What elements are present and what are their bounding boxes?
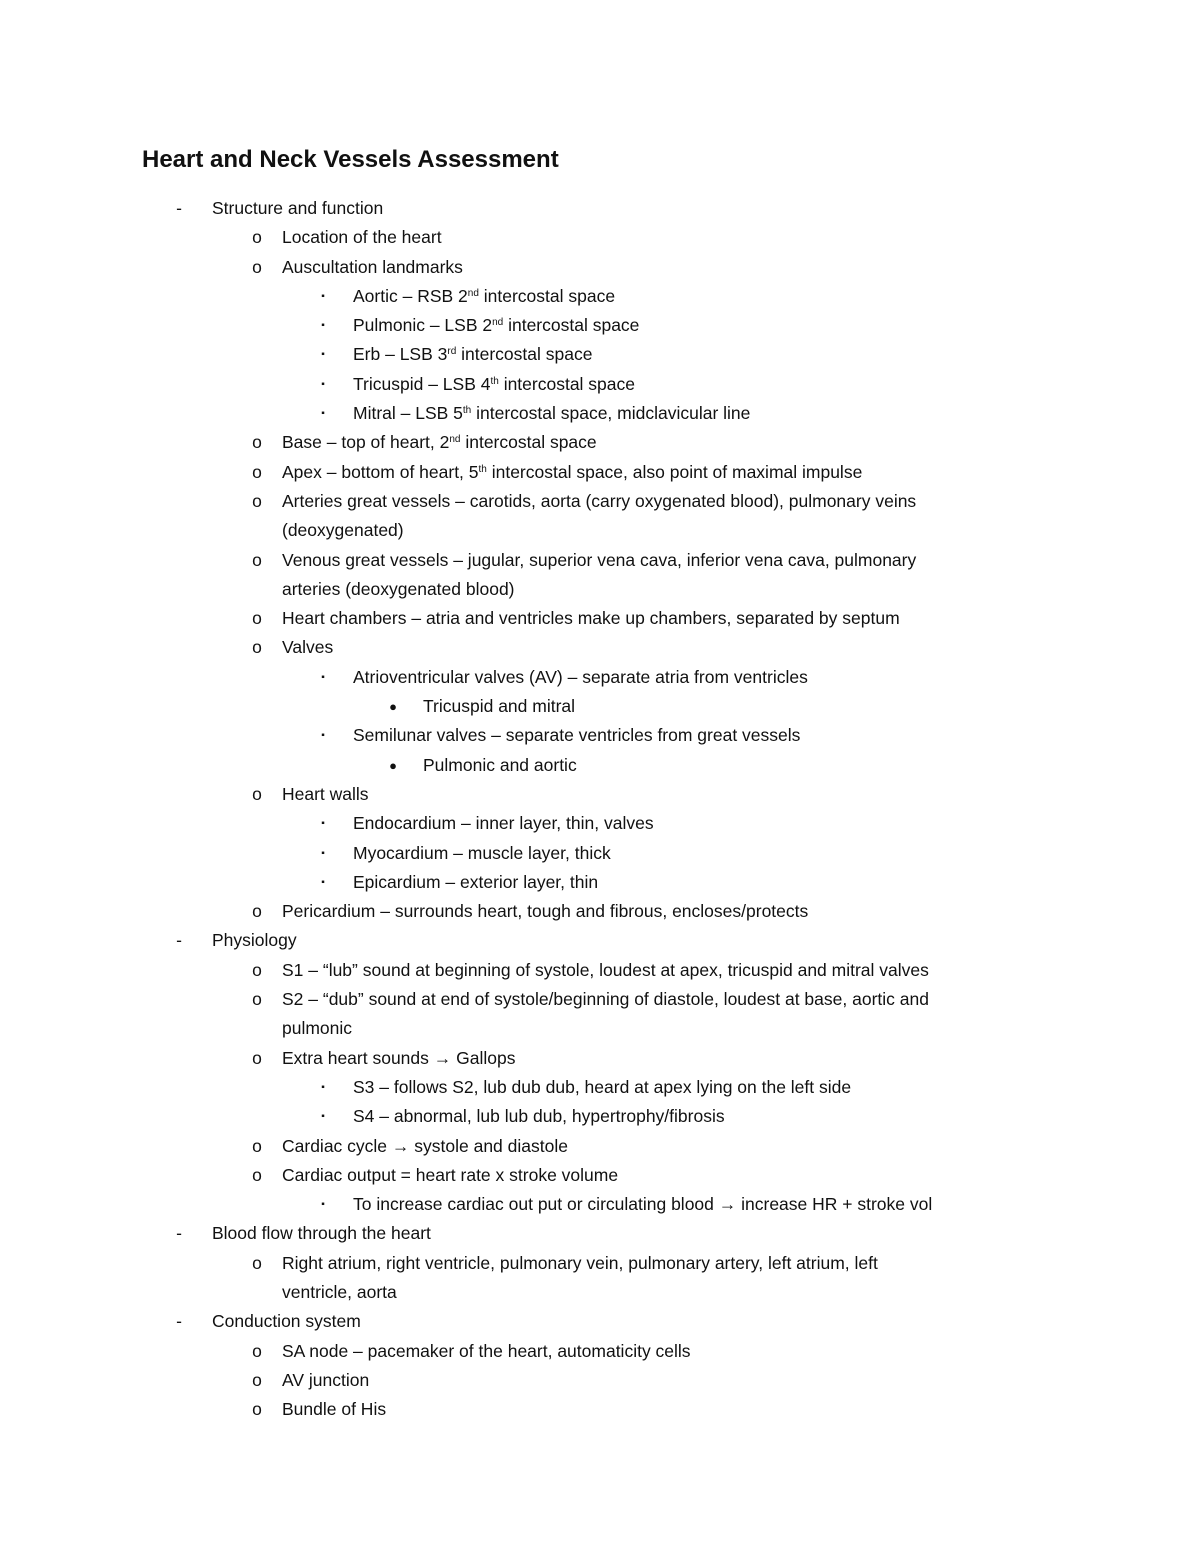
outline-text-continuation: intercostal space — [503, 315, 640, 336]
outline-text-main: Heart chambers – atria and ventricles make up chambers, separated by septum — [282, 608, 900, 629]
ordinal-suffix: nd — [467, 287, 479, 299]
outline-text-main: Tricuspid and mitral — [423, 696, 576, 717]
outline-item-text — [282, 516, 404, 545]
outline-text-main: Atrioventricular valves (AV) – separate atria from ventricles — [353, 666, 808, 687]
outline-item — [0, 604, 1200, 633]
outline-item — [0, 253, 1200, 282]
document-title: Heart and Neck Vessels Assessment — [142, 146, 559, 173]
outline-item — [0, 721, 1200, 750]
ordinal-suffix: th — [478, 463, 487, 475]
outline-item — [0, 223, 1200, 252]
outline-item-text — [282, 1044, 515, 1073]
circle-bullet-icon: o — [252, 959, 262, 980]
outline-item — [0, 1366, 1200, 1395]
circle-bullet-icon: o — [252, 227, 262, 248]
outline-item-text — [282, 1337, 691, 1366]
outline-item-text — [282, 897, 808, 926]
ordinal-suffix: th — [490, 375, 499, 387]
outline-item-text — [282, 1278, 397, 1307]
outline-item — [0, 1073, 1200, 1102]
outline-item-text — [353, 370, 635, 399]
dot-bullet-icon: ● — [389, 757, 397, 773]
outline-item-text — [353, 311, 639, 340]
outline-text-main: Pericardium – surrounds heart, tough and fibrous, encloses/protects — [282, 901, 809, 922]
outline-item — [0, 839, 1200, 868]
outline-item — [0, 1307, 1200, 1336]
square-bullet-icon: ▪ — [321, 730, 325, 742]
outline-item-text — [423, 692, 575, 721]
square-bullet-icon: ▪ — [321, 378, 325, 390]
outline-text-main: Myocardium – muscle layer, thick — [353, 842, 611, 863]
outline-text-main: Erb – LSB 3 — [353, 344, 448, 365]
outline-text-main: Structure and function — [212, 198, 384, 218]
outline-item-text — [353, 399, 750, 428]
outline-item-text — [353, 839, 611, 868]
outline-item — [0, 399, 1200, 428]
outline-item — [0, 575, 1200, 604]
outline-item — [0, 809, 1200, 838]
dash-bullet-icon: - — [176, 1311, 182, 1332]
outline-text-main: Cardiac cycle → systole and diastole — [282, 1135, 568, 1156]
square-bullet-icon: ▪ — [321, 818, 325, 830]
circle-bullet-icon: o — [252, 1369, 262, 1390]
outline-item-text — [282, 956, 929, 985]
circle-bullet-icon: o — [252, 637, 262, 658]
outline-item — [0, 868, 1200, 897]
outline-text-main: Right atrium, right ventricle, pulmonary vein, pulmonary artery, left atrium, left — [282, 1252, 878, 1273]
circle-bullet-icon: o — [252, 783, 262, 804]
outline-text-main: Aortic – RSB 2 — [353, 285, 468, 306]
outline-text-main: Epicardium – exterior layer, thin — [353, 871, 599, 892]
outline-item — [0, 1102, 1200, 1131]
outline-text-continuation: intercostal space, also point of maximal impulse — [486, 461, 863, 482]
outline-item-text — [282, 575, 515, 604]
square-bullet-icon: ▪ — [321, 671, 325, 683]
square-bullet-icon: ▪ — [321, 320, 325, 332]
outline-item-text — [353, 721, 800, 750]
outline-item — [0, 663, 1200, 692]
outline-text-main: Auscultation landmarks — [282, 256, 463, 277]
outline-item — [0, 897, 1200, 926]
outline-item-text — [282, 1132, 568, 1161]
outline-item — [0, 751, 1200, 780]
circle-bullet-icon: o — [252, 608, 262, 629]
outline-item — [0, 487, 1200, 516]
square-bullet-icon: ▪ — [321, 1199, 325, 1211]
outline-text-continuation: intercostal space — [478, 285, 616, 306]
outline-text-main: S1 – “lub” sound at beginning of systole, loudest at apex, tricuspid and mitral valves — [282, 959, 929, 980]
outline-item-text — [212, 1307, 361, 1336]
square-bullet-icon: ▪ — [321, 1081, 325, 1093]
outline-item-text — [212, 926, 297, 955]
dash-bullet-icon: - — [176, 198, 182, 218]
outline-item — [0, 311, 1200, 340]
outline-item — [0, 370, 1200, 399]
outline-item-text — [282, 780, 369, 809]
outline-item-text — [282, 1249, 878, 1278]
outline-item — [0, 458, 1200, 487]
ordinal-suffix: th — [462, 405, 472, 417]
outline-item-text — [282, 458, 862, 487]
outline-item-text — [282, 223, 442, 252]
outline-item — [0, 1219, 1200, 1248]
outline-item — [0, 546, 1200, 575]
outline-text-main: arteries (deoxygenated blood) — [282, 578, 515, 599]
circle-bullet-icon: o — [252, 549, 262, 570]
outline-text-main: S2 – “dub” sound at end of systole/beginning of diastole, loudest at base, aortic and — [282, 989, 929, 1010]
square-bullet-icon: ▪ — [321, 290, 325, 302]
outline-item — [0, 633, 1200, 662]
outline-text-main: SA node – pacemaker of the heart, automaticity cells — [282, 1340, 691, 1361]
outline-text-main: Cardiac output = heart rate x stroke volume — [282, 1164, 619, 1185]
outline-item — [0, 692, 1200, 721]
dot-bullet-icon: ● — [389, 699, 397, 715]
outline-item-text — [282, 428, 597, 457]
outline-text-main: Base – top of heart, 2 — [282, 432, 450, 453]
ordinal-suffix: nd — [492, 317, 504, 329]
outline-text-main: pulmonic — [282, 1018, 353, 1039]
outline-item-text — [423, 751, 577, 780]
outline-item-text — [353, 340, 592, 369]
square-bullet-icon: ▪ — [321, 349, 325, 361]
outline-text-main: Semilunar valves – separate ventricles from great vessels — [353, 725, 801, 746]
circle-bullet-icon: o — [252, 1164, 262, 1185]
outline-item-text — [282, 487, 916, 516]
outline-item — [0, 1014, 1200, 1043]
outline-item — [0, 1278, 1200, 1307]
outline-item-text — [282, 1366, 369, 1395]
outline-text-main: To increase cardiac out put or circulating blood → increase HR + stroke vol — [353, 1194, 933, 1215]
outline-item-text — [282, 1161, 618, 1190]
outline-item-text — [282, 546, 916, 575]
outline-text-main: Bundle of His — [282, 1399, 387, 1420]
outline-item — [0, 1044, 1200, 1073]
outline-text-main: Pulmonic – LSB 2 — [353, 315, 493, 336]
outline-item — [0, 1161, 1200, 1190]
circle-bullet-icon: o — [252, 256, 262, 277]
dash-bullet-icon: - — [176, 1223, 182, 1244]
outline-item-text — [353, 1102, 725, 1131]
outline-text-continuation: intercostal space, midclavicular line — [471, 403, 751, 424]
outline-item — [0, 1337, 1200, 1366]
outline-item-text — [353, 1190, 932, 1219]
outline-text-main: ventricle, aorta — [282, 1281, 397, 1302]
outline-item-text — [353, 809, 654, 838]
circle-bullet-icon: o — [252, 490, 262, 511]
outline-item — [0, 956, 1200, 985]
outline-text-main: Physiology — [212, 930, 297, 951]
outline-item-text — [282, 1014, 352, 1043]
circle-bullet-icon: o — [252, 1340, 262, 1361]
outline-text-main: Mitral – LSB 5 — [353, 403, 463, 424]
ordinal-suffix: rd — [447, 346, 457, 358]
outline-text-continuation: intercostal space — [460, 432, 597, 453]
outline-item — [0, 780, 1200, 809]
outline-item — [0, 926, 1200, 955]
outline-text-main: Endocardium – inner layer, thin, valves — [353, 813, 654, 834]
outline-text-main: Conduction system — [212, 1311, 361, 1332]
square-bullet-icon: ▪ — [321, 876, 325, 888]
outline-item-text — [353, 282, 615, 311]
outline-item-text — [282, 253, 463, 282]
square-bullet-icon: ▪ — [321, 1111, 325, 1123]
outline-item — [0, 985, 1200, 1014]
outline-text-main: Heart walls — [282, 783, 369, 804]
outline-item — [0, 1190, 1200, 1219]
outline-item-text — [282, 633, 333, 662]
circle-bullet-icon: o — [252, 1399, 262, 1420]
circle-bullet-icon: o — [252, 461, 262, 482]
dash-bullet-icon: - — [176, 930, 182, 951]
outline-text-main: Pulmonic and aortic — [423, 754, 577, 775]
outline-item-text — [282, 1395, 386, 1424]
outline-item-text — [353, 663, 808, 692]
outline-item-text — [212, 194, 383, 223]
outline-item — [0, 516, 1200, 545]
outline-text-main: (deoxygenated) — [282, 520, 404, 541]
circle-bullet-icon: o — [252, 989, 262, 1010]
outline-text-main: S4 – abnormal, lub lub dub, hypertrophy/fibrosis — [353, 1106, 725, 1127]
square-bullet-icon: ▪ — [321, 847, 325, 859]
outline-text-main: Valves — [282, 637, 334, 658]
outline-list — [0, 194, 1200, 1424]
outline-text-continuation: intercostal space — [456, 344, 593, 365]
outline-text-main: S3 – follows S2, lub dub dub, heard at apex lying on the left side — [353, 1076, 852, 1097]
outline-item-text — [353, 1073, 851, 1102]
outline-text-main: Venous great vessels – jugular, superior vena cava, inferior vena cava, pulmonary — [282, 549, 917, 570]
outline-text-main: Extra heart sounds → Gallops — [282, 1047, 516, 1068]
outline-text-main: Location of the heart — [282, 227, 442, 248]
outline-item-text — [282, 985, 929, 1014]
outline-item — [0, 428, 1200, 457]
outline-item-text — [282, 604, 900, 633]
outline-item — [0, 1395, 1200, 1424]
circle-bullet-icon: o — [252, 1135, 262, 1156]
outline-text-main: Arteries great vessels – carotids, aorta (carry oxygenated blood), pulmonary veins — [282, 490, 917, 511]
outline-text-main: Blood flow through the heart — [212, 1223, 431, 1244]
outline-item — [0, 1132, 1200, 1161]
outline-item — [0, 194, 1200, 223]
outline-item — [0, 1249, 1200, 1278]
outline-item-text — [353, 868, 598, 897]
outline-text-main: Tricuspid – LSB 4 — [353, 373, 491, 394]
outline-text-continuation: intercostal space — [498, 373, 636, 394]
circle-bullet-icon: o — [252, 901, 262, 922]
square-bullet-icon: ▪ — [321, 408, 325, 420]
outline-item — [0, 340, 1200, 369]
circle-bullet-icon: o — [252, 1047, 262, 1068]
outline-item-text — [212, 1219, 431, 1248]
outline-text-main: Apex – bottom of heart, 5 — [282, 461, 479, 482]
ordinal-suffix: nd — [449, 434, 461, 446]
outline-text-main: AV junction — [282, 1369, 370, 1390]
outline-item — [0, 282, 1200, 311]
circle-bullet-icon: o — [252, 1252, 262, 1273]
circle-bullet-icon: o — [252, 432, 262, 453]
